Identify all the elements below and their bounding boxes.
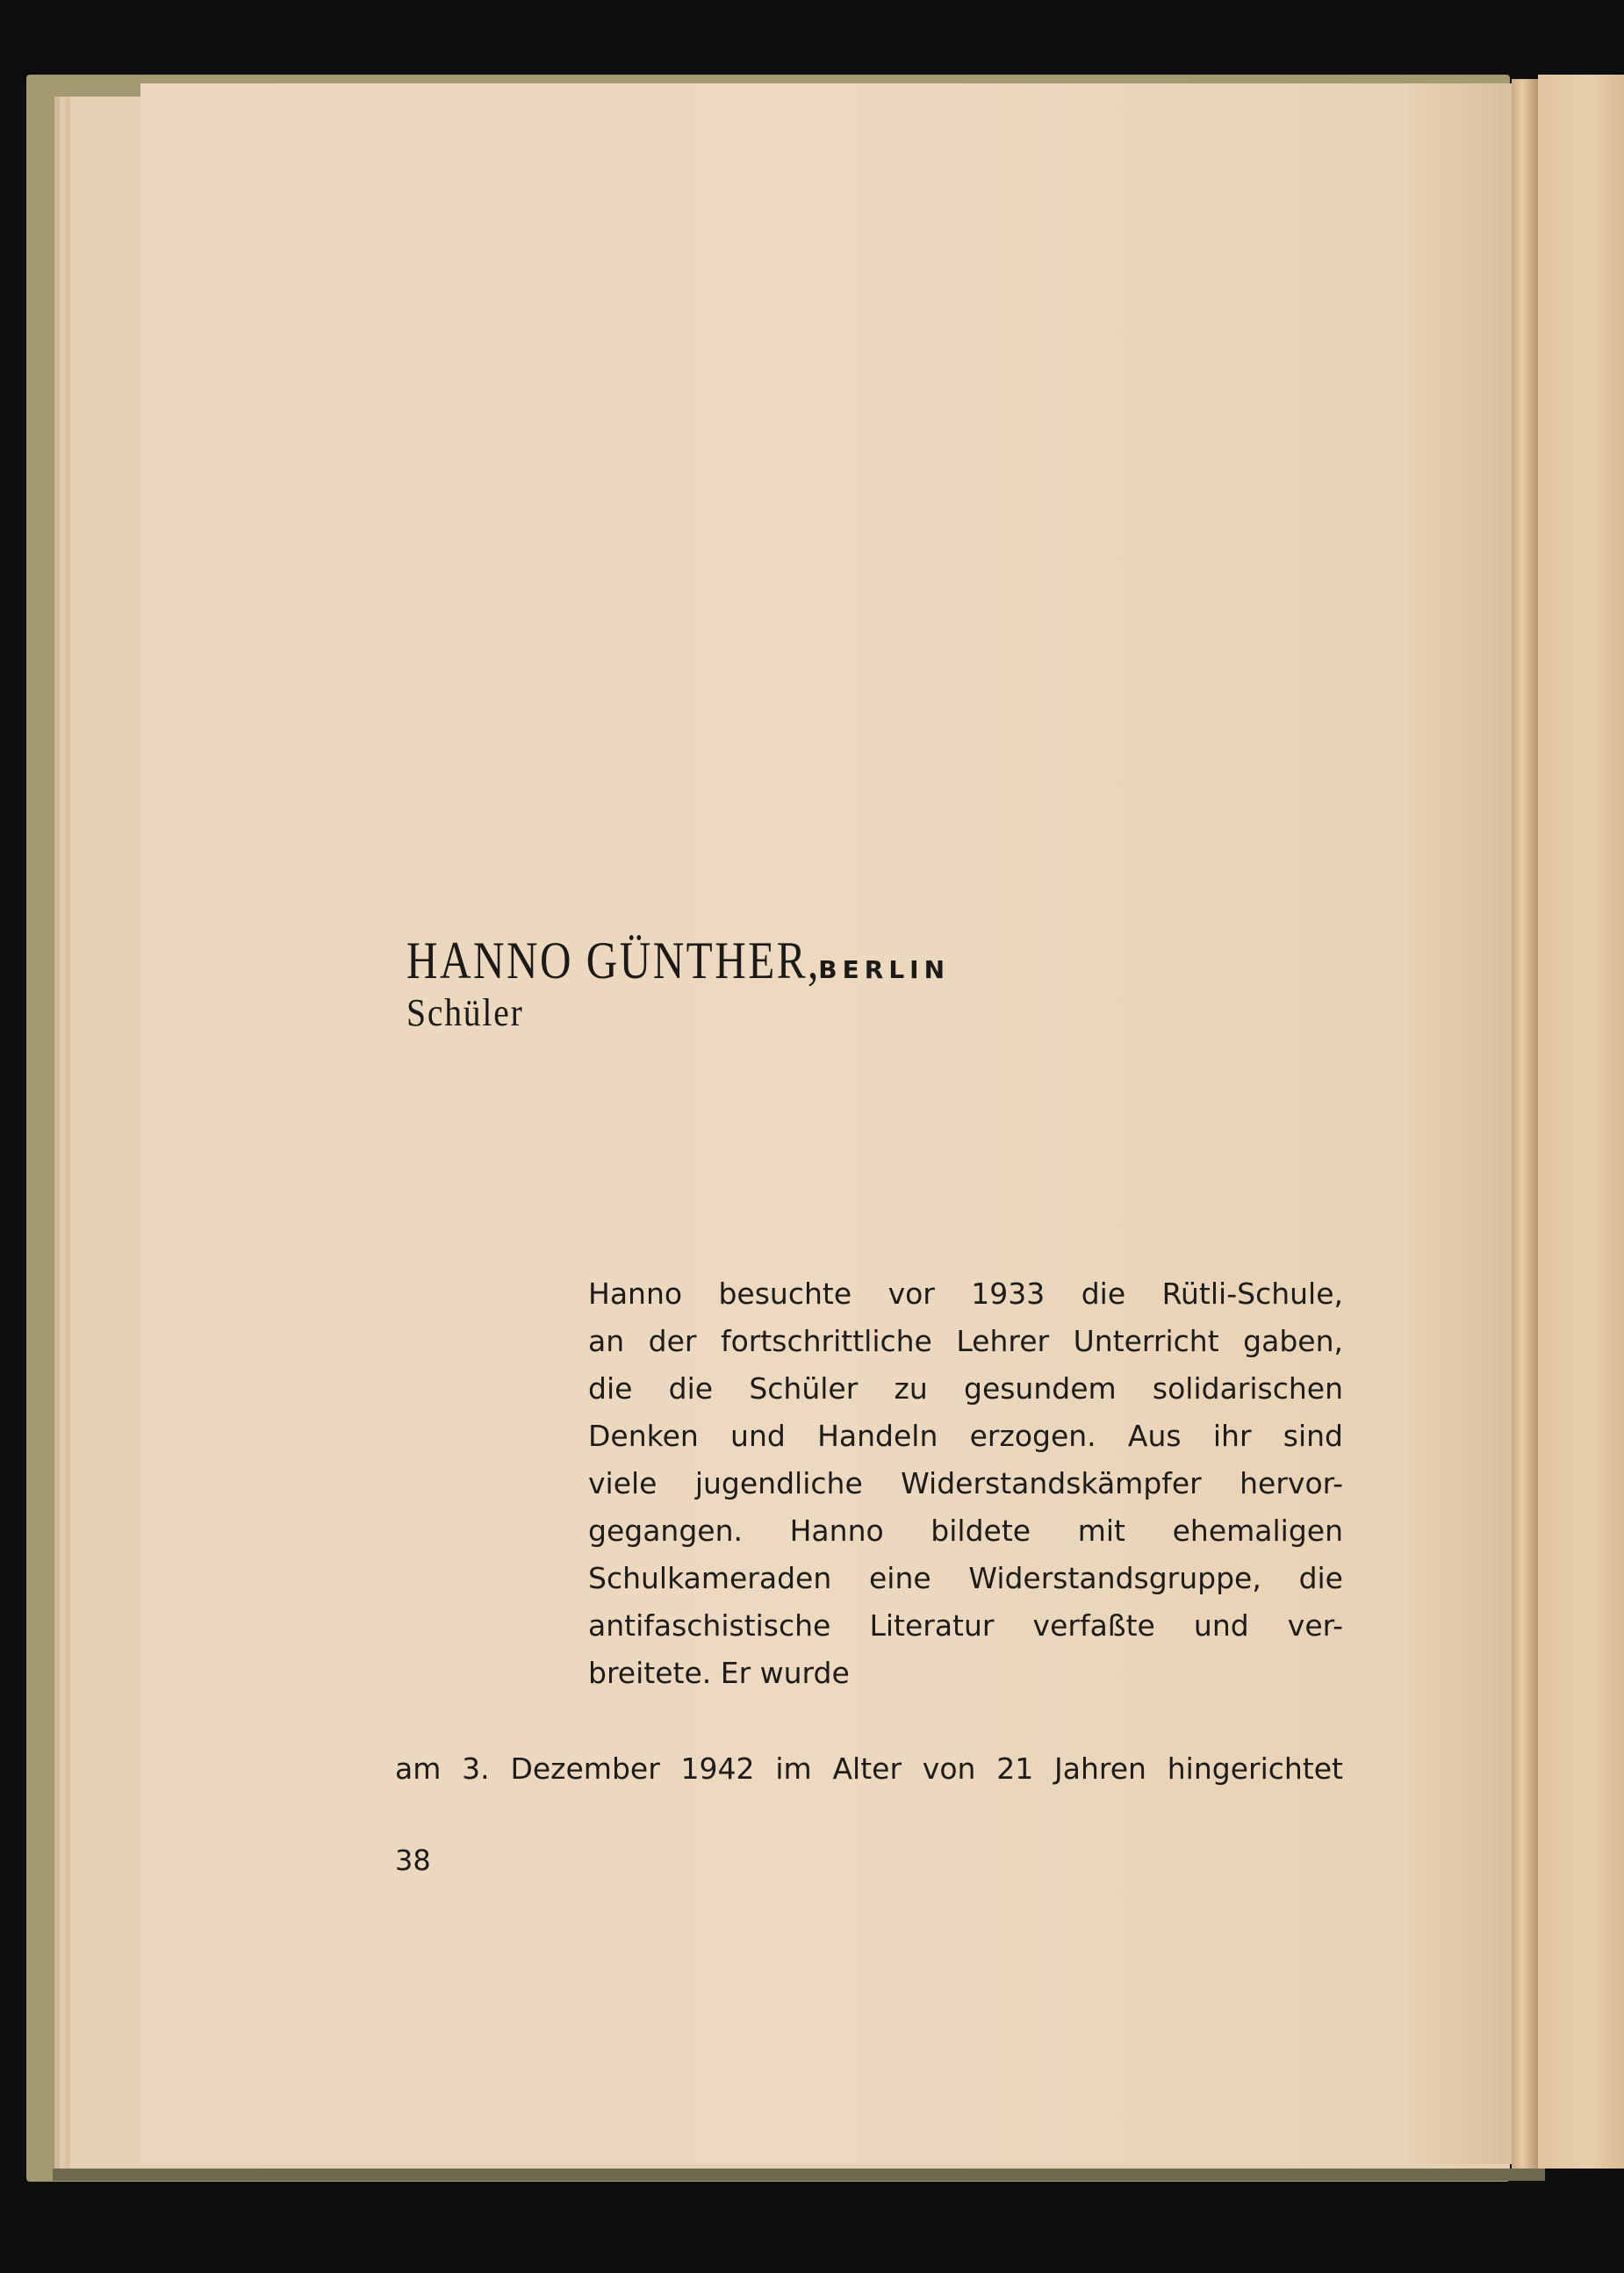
bio-line: antifaschistische Literatur verfaßte und ver- [588, 1608, 1343, 1643]
bio-line: Hanno besuchte vor 1933 die Rütli-Schule, [588, 1277, 1343, 1311]
person-name: HANNO GÜNTHER, [406, 931, 821, 989]
person-heading [406, 931, 950, 991]
person-city: BERLIN [818, 955, 951, 984]
biography-paragraph [588, 1270, 1343, 1697]
cover-bottom-edge [53, 2169, 1545, 2181]
bio-line: gegangen. Hanno bildete mit ehemaligen [588, 1514, 1343, 1548]
facing-page-edge [1538, 75, 1624, 2169]
bio-line: Schulkameraden eine Widerstandsgruppe, die [588, 1561, 1343, 1595]
bio-line: viele jugendliche Widerstandskämpfer hervor- [588, 1466, 1343, 1500]
bio-line: an der fortschrittliche Lehrer Unterricht gaben, [588, 1324, 1343, 1358]
bio-line: die die Schüler zu gesundem solidarischen [588, 1371, 1343, 1406]
book-page [140, 83, 1514, 2164]
book-gutter [1512, 79, 1538, 2169]
page-number: 38 [395, 1844, 431, 1877]
death-statement: am 3. Dezember 1942 im Alter von 21 Jahren hingerichtet [395, 1752, 1343, 1786]
person-occupation: Schüler [406, 991, 524, 1034]
bio-line: Denken und Handeln erzogen. Aus ihr sind [588, 1419, 1343, 1453]
bio-line: breitete. Er wurde [588, 1656, 850, 1690]
